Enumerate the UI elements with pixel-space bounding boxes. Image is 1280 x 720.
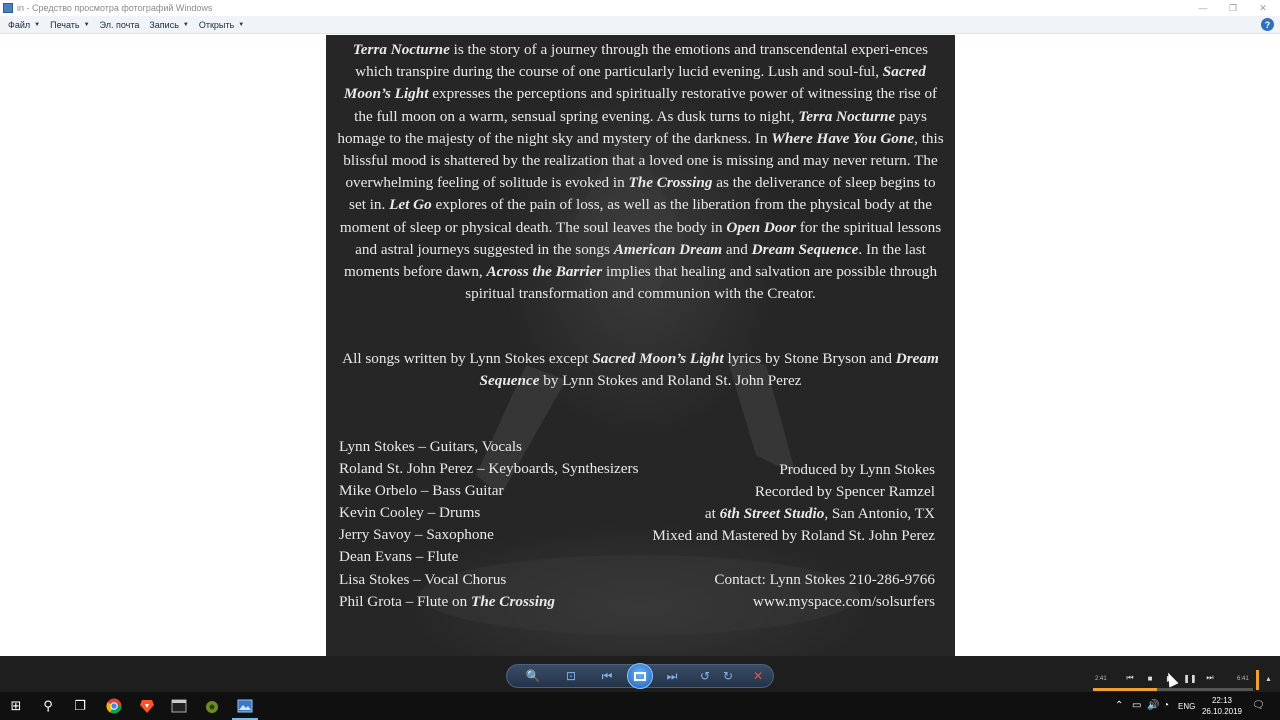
title-bar — [0, 0, 1280, 16]
fit-window-icon[interactable]: ⊡ — [565, 669, 577, 683]
menu-open[interactable] — [195, 16, 250, 34]
total-time: 6:41 — [1237, 676, 1249, 682]
menu-file[interactable] — [4, 16, 46, 34]
production-line — [652, 547, 935, 569]
image-canvas — [0, 35, 1280, 656]
clock[interactable] — [1196, 695, 1248, 717]
minimize-button[interactable]: — — [1198, 3, 1208, 13]
production-line — [652, 503, 935, 525]
menu-bar — [0, 16, 1280, 34]
text-segment: expresses the perceptions and spiritually restorative power of witnessing the rise of the full moon on a warm, sensual spring evening. As dusk turns to night, — [354, 85, 938, 125]
network-icon[interactable]: ◔ — [1163, 700, 1170, 711]
text-segment: Lynn Stokes – Guitars, Vocals — [339, 438, 522, 455]
next-image-icon[interactable]: ⏭ — [666, 668, 678, 683]
text-segment: All songs written by Lynn Stokes except — [342, 350, 593, 367]
photo-viewer-taskbar-icon[interactable] — [236, 697, 254, 715]
text-segment: Phil Grota – Flute on — [339, 592, 472, 610]
musician-line — [339, 546, 639, 568]
song-title: Terra Nocturne — [352, 41, 450, 58]
song-title: Where Have You Gone — [771, 129, 915, 147]
musician-line — [339, 502, 639, 524]
text-segment: , this blissful mood is shattered by the realization that a loved one is missing and may never return. The overwhelming feeling of solitude is evoked in — [343, 129, 944, 192]
text-segment: Contact: Lynn Stokes 210-286-9766 — [714, 571, 935, 589]
menu-print-label: Печать — [50, 19, 80, 30]
slideshow-icon — [634, 672, 646, 681]
text-segment: Produced by Lynn Stokes — [779, 461, 935, 478]
song-title: Sacred Moon’s Light — [343, 63, 926, 103]
chrome-icon[interactable] — [105, 697, 123, 715]
emphasized-text: 6th Street Studio — [719, 505, 825, 523]
previous-track-icon[interactable]: ⏮ — [1126, 673, 1134, 682]
menu-email-label: Эл. почта — [99, 19, 140, 30]
text-segment: for the spiritual lessons and astral journeys suggested in the songs — [355, 218, 942, 258]
song-title: Across the Barrier — [486, 263, 603, 281]
rotate-right-icon[interactable]: ↻ — [722, 669, 734, 683]
text-segment: by Lynn Stokes and Roland St. John Perez — [539, 372, 802, 390]
song-title: Let Go — [389, 196, 432, 214]
text-segment: Kevin Cooley – Drums — [339, 504, 481, 522]
delete-icon[interactable]: ✕ — [752, 669, 764, 683]
text-segment: Roland St. John Perez – Keyboards, Synthesizers — [339, 460, 639, 478]
album-story-text — [336, 39, 945, 305]
playback-progress-fill — [1093, 688, 1157, 691]
clock-date: 26.10.2019 — [1201, 707, 1243, 716]
production-line — [652, 525, 935, 547]
notifications-icon[interactable]: 🗨 — [1252, 700, 1265, 711]
clock-time: 22:13 — [1211, 696, 1233, 705]
chevron-down-icon: ▼ — [238, 21, 245, 28]
text-segment: , San Antonio, TX — [824, 505, 935, 523]
input-language[interactable]: ENG — [1178, 702, 1196, 711]
elapsed-time: 2:41 — [1095, 676, 1107, 682]
close-button[interactable]: ✕ — [1259, 2, 1267, 13]
text-segment: implies that healing and salvation are possible through spiritual transformation and communion with the Creator. — [465, 263, 938, 303]
previous-image-icon[interactable]: ⏮ — [601, 668, 613, 683]
terminal-icon[interactable] — [170, 697, 188, 715]
photo-viewer-app-icon — [3, 3, 13, 13]
production-line — [652, 569, 935, 591]
maximize-button[interactable]: ❐ — [1228, 2, 1238, 13]
song-title: Dream Sequence — [751, 240, 859, 258]
text-segment: . In the last moments before dawn, — [343, 240, 926, 281]
stop-icon[interactable]: ■ — [1147, 673, 1153, 683]
production-line — [652, 591, 935, 613]
menu-burn-label: Запись — [149, 19, 179, 30]
volume-icon[interactable]: 🔊 — [1147, 700, 1160, 711]
musician-line — [339, 524, 639, 546]
volume-indicator[interactable] — [1256, 670, 1259, 690]
slideshow-button[interactable] — [627, 663, 653, 689]
emphasized-text: The Crossing — [471, 592, 556, 610]
menu-burn[interactable] — [145, 16, 194, 34]
album-liner-photo — [326, 35, 955, 656]
menu-open-label: Открыть — [198, 19, 235, 30]
song-title: American Dream — [613, 240, 723, 258]
text-segment: Mixed and Mastered by Roland St. John Perez — [652, 527, 935, 545]
musician-line — [339, 591, 639, 613]
musician-line — [339, 480, 639, 502]
pause-icon[interactable]: ❚❚ — [1183, 673, 1197, 683]
search-icon[interactable]: ⚲ — [43, 698, 53, 713]
menu-email[interactable] — [96, 16, 146, 34]
musician-credits — [339, 436, 639, 613]
text-segment: Recorded by Spencer Ramzel — [754, 483, 935, 501]
text-segment: lyrics by Stone Bryson and — [723, 350, 896, 367]
next-track-icon[interactable]: ⏭ — [1206, 673, 1214, 682]
song-title: Dream Sequence — [479, 350, 939, 390]
chevron-down-icon: ▼ — [83, 21, 90, 28]
text-segment: pays homage to the majesty of the night sky and mystery of the darkness. In — [337, 107, 927, 147]
menu-print[interactable] — [46, 16, 95, 34]
song-title: Open Door — [726, 218, 796, 236]
song-title: Terra Nocturne — [798, 107, 896, 125]
windows-start-icon[interactable]: ⊞ — [10, 698, 22, 713]
song-title: Sacred Moon’s Light — [592, 350, 724, 367]
chevron-down-icon: ▼ — [182, 21, 189, 28]
songwriting-credits — [336, 348, 945, 392]
text-segment: www.myspace.com/solsurfers — [752, 593, 935, 611]
media-mini-player — [1093, 668, 1263, 692]
production-line — [652, 459, 935, 481]
window-title: in - Средство просмотра фотографий Windows — [17, 3, 213, 13]
text-segment: is the story of a journey through the emotions and transcendental experi-ences which transpire during the course of one particularly lucid evening. Lush and soul-ful, — [355, 41, 929, 81]
text-segment: explores of the pain of loss, as well as the liberation from the physical body at the moment of sleep or physical death. The soul leaves the body in — [339, 196, 932, 236]
app-icon[interactable] — [203, 697, 221, 715]
musician-line — [339, 569, 639, 591]
text-segment: Jerry Savoy – Saxophone — [339, 526, 494, 544]
taskbar — [0, 692, 1280, 720]
help-icon[interactable]: ? — [1261, 18, 1274, 31]
task-view-icon[interactable]: ❐ — [74, 698, 86, 713]
text-segment: Dean Evans – Flute — [339, 548, 459, 566]
zoom-icon[interactable]: 🔍 — [525, 669, 541, 683]
tray-overflow-icon[interactable]: ⌃ — [1115, 700, 1124, 711]
text-segment: and — [722, 240, 752, 258]
musician-line — [339, 458, 639, 480]
menu-file-label: Файл — [8, 19, 31, 30]
rotate-left-icon[interactable]: ↺ — [699, 669, 711, 683]
production-line — [652, 481, 935, 503]
text-segment: Lisa Stokes – Vocal Chorus — [339, 570, 507, 588]
production-credits — [652, 459, 935, 614]
play-icon[interactable]: ▶ — [1166, 673, 1174, 683]
text-segment: Mike Orbelo – Bass Guitar — [339, 482, 504, 500]
chevron-down-icon: ▼ — [34, 21, 41, 28]
battery-icon[interactable]: ▭ — [1132, 700, 1142, 711]
musician-line — [339, 436, 639, 458]
playback-progress-bar[interactable] — [1093, 688, 1253, 691]
brave-browser-icon[interactable] — [138, 697, 156, 715]
expand-player-icon[interactable]: ▲ — [1265, 676, 1272, 683]
text-segment: as the deliverance of sleep begins to set in. — [349, 174, 936, 214]
song-title: The Crossing — [628, 174, 713, 192]
text-segment: at — [704, 505, 720, 523]
